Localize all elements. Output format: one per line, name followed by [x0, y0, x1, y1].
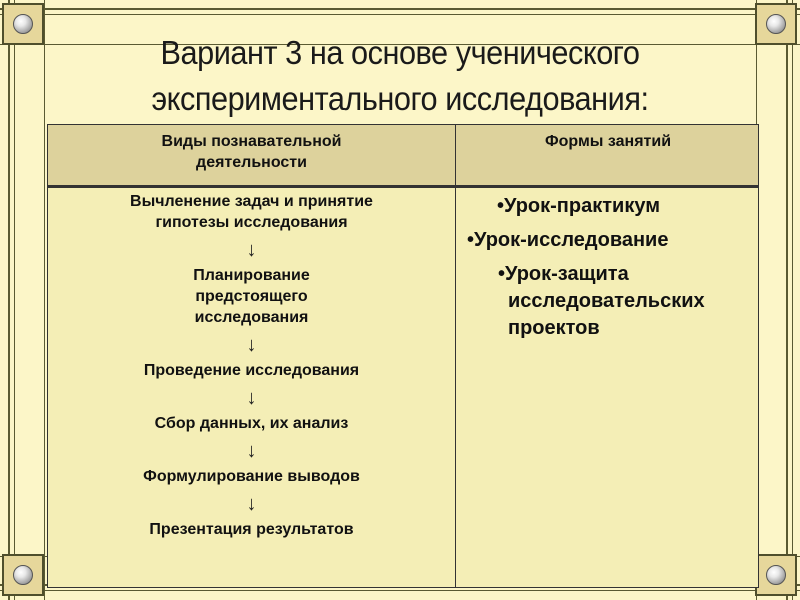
corner-knob-icon: [13, 565, 33, 585]
frame-right-line-2: [792, 0, 793, 600]
header-cell-lesson-forms: Формы занятий: [544, 133, 672, 150]
corner-knob-icon: [766, 565, 786, 585]
corner-ornament-top-right: [755, 3, 797, 45]
step-item: Формулирование выводов: [143, 468, 360, 485]
frame-bottom-line-2: [0, 590, 800, 591]
frame-left-line-2: [14, 0, 15, 600]
frame-left-line: [8, 0, 10, 600]
lesson-forms-cell: [456, 193, 760, 349]
frame-top-line: [0, 8, 800, 10]
down-arrow-icon: ↓: [246, 239, 257, 261]
frame-left-line-3: [44, 0, 45, 600]
slide-title: [84, 30, 716, 122]
corner-ornament-top-left: [2, 3, 44, 45]
corner-knob-icon: [13, 14, 33, 34]
slide-title-line-2: экспериментального исследования:: [151, 80, 649, 117]
down-arrow-icon: ↓: [246, 493, 257, 515]
slide-title-line-1: Вариант 3 на основе ученического: [160, 34, 640, 71]
frame-top-line-2: [0, 14, 800, 15]
down-arrow-icon: ↓: [246, 387, 257, 409]
corner-ornament-bottom-right: [755, 554, 797, 596]
step-item: Вычленение задач и принятие гипотезы исследования: [130, 193, 373, 231]
corner-knob-icon: [766, 14, 786, 34]
bullet-icon: •: [497, 195, 505, 217]
down-arrow-icon: ↓: [246, 440, 257, 462]
form-label: Урок-практикум: [504, 195, 660, 217]
header-cell-activity-types: Виды познавательной деятельности: [161, 133, 342, 171]
down-arrow-icon: ↓: [246, 334, 257, 356]
activity-forms-table: [47, 124, 759, 588]
form-list-item: [456, 227, 760, 254]
activity-steps-cell: [48, 191, 455, 540]
form-list-item: [456, 193, 760, 220]
step-item: Проведение исследования: [143, 362, 360, 379]
corner-ornament-bottom-left: [2, 554, 44, 596]
form-list-item: [456, 261, 760, 342]
step-item: Планирование предстоящего исследования: [193, 267, 310, 326]
form-label: Урок-исследование: [474, 229, 669, 251]
bullet-icon: •: [498, 263, 506, 285]
step-item: Сбор данных, их анализ: [154, 415, 349, 432]
step-item: Презентация результатов: [149, 521, 354, 538]
form-label: Урок-защита исследовательских проектов: [505, 263, 705, 339]
bullet-icon: •: [467, 229, 475, 251]
frame-right-line: [786, 0, 788, 600]
